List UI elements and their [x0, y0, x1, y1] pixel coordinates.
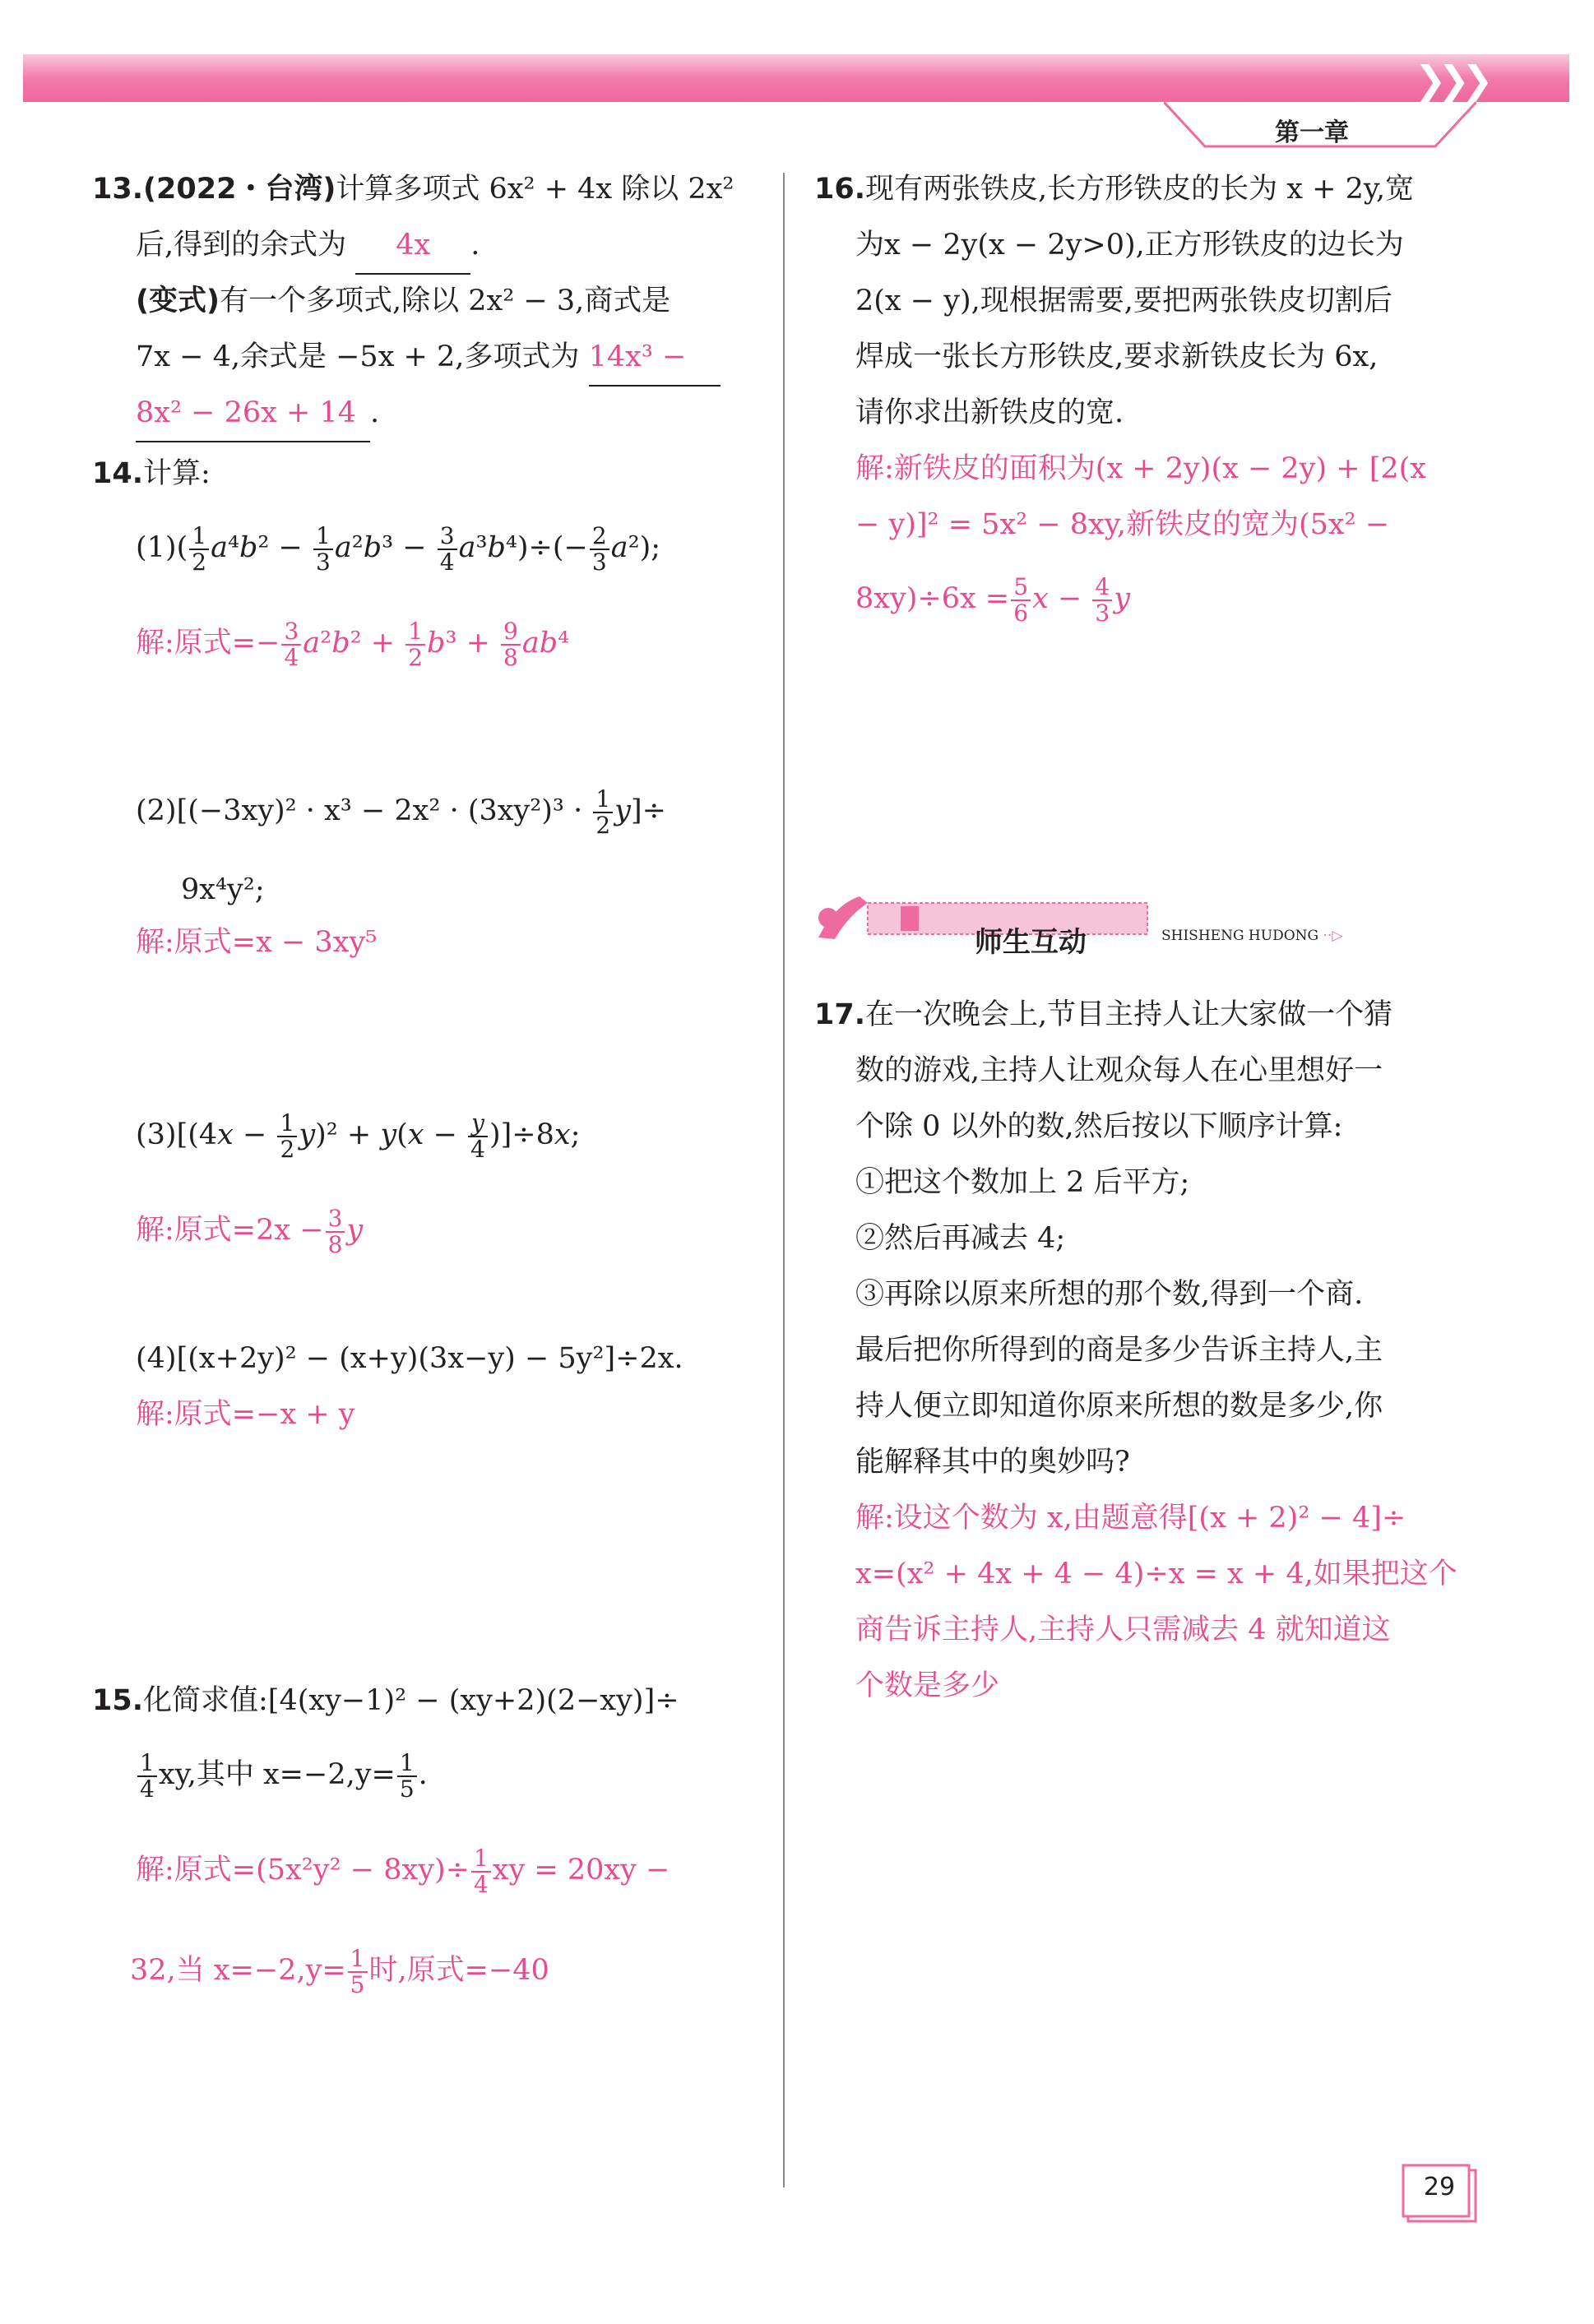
q17-number: 17.	[814, 998, 866, 1031]
q14-2-expression: (2)[(−3xy)² · x³ − 2x² · (3xy²)³ · $\frac{1}{2}$ y]÷	[136, 785, 666, 839]
q13-variant-line2	[136, 329, 721, 387]
q13-text-a: 计算多项式 6x² + 4x 除以 2x²	[336, 173, 734, 206]
fraction: $\frac{1}{5}$	[397, 1751, 417, 1802]
q17-step3: ③再除以原来所想的那个数,得到一个商.	[855, 1278, 1364, 1311]
q14-3-answer: 解:原式=2x − $\frac{3}{8}$ y	[136, 1204, 364, 1258]
q15-answer-line1	[136, 1842, 670, 1898]
q13-variant-answer-1: 14x³ −	[589, 329, 721, 387]
fraction: $\frac{1}{5}$	[348, 1947, 368, 1998]
q14-4-answer: 解:原式=−x + y	[136, 1398, 355, 1431]
q14-2-answer: 解:原式=x − 3xy⁵	[136, 926, 378, 959]
q16-answer-line2: − y)]² = 5x² − 8xy,新铁皮的宽为(5x² −	[855, 508, 1390, 541]
q16-line3: 2(x − y),现根据需要,要把两张铁皮切割后	[855, 285, 1392, 317]
q17-line3: 个除 0 以外的数,然后按以下顺序计算:	[855, 1110, 1343, 1143]
q17-line2: 数的游戏,主持人让观众每人在心里想好一	[855, 1054, 1383, 1087]
q14-2-label: (2)	[136, 794, 177, 827]
q14-1-answer: 解:原式=− $\frac{3}{4}$ a²b² + $\frac{1}{2}$ b³ + $\frac{9}{8}$ ab⁴	[136, 617, 570, 671]
q15-text-b: xy,其中 x=−2,y=	[158, 1758, 396, 1791]
q14-1-answer-prefix: 解:原式=	[136, 627, 257, 660]
q14-2-expr-a: [(−3xy)² · x³ − 2x² · (3xy²)³ ·	[176, 794, 592, 827]
q15-line1	[92, 1673, 679, 1729]
q13-variant-label: (变式)	[136, 285, 220, 317]
q13-source: (2022・台湾)	[143, 173, 336, 206]
q14-1-expression: (1)( $\frac{1}{2}$ a⁴b² − $\frac{1}{3}$ a²b³ − $\frac{3}{4}$ a³b⁴)÷(− $\frac{2}{3}$ a²);	[136, 521, 661, 576]
q14-4-expr: [(x+2y)² − (x+y)(3x−y) − 5y²]÷2x.	[176, 1342, 683, 1375]
q17-line1	[814, 987, 1392, 1043]
q16-line4: 焊成一张长方形铁皮,要求新铁皮长为 6x,	[855, 340, 1379, 373]
fraction: $\frac{1}{4}$	[137, 1751, 157, 1802]
q14-3-answer-prefix: 解:原式=2x −	[136, 1214, 324, 1247]
q14-4-label: (4)	[136, 1342, 177, 1375]
q16-line1	[814, 161, 1414, 217]
q13-variant-line1	[136, 273, 670, 329]
fraction: $\frac{1}{4}$	[471, 1846, 491, 1897]
chapter-label: 第一章	[1275, 118, 1349, 147]
fraction: $\frac{y}{4}$	[468, 1111, 488, 1162]
q15-answer-line2	[130, 1942, 549, 1998]
q14-3-expression: (3)[(4x − $\frac{1}{2}$ y)² + y(x − $\frac{y}{4}$ )]÷8x;	[136, 1109, 581, 1163]
q16-answer-prefix: 8xy)÷6x =	[855, 582, 1010, 615]
q17-answer-line4: 个数是多少	[855, 1669, 1000, 1702]
q13-variant-answer-2: 8x² − 26x + 14	[136, 385, 370, 442]
q13-variant-text-b: 7x − 4,余式是 −5x + 2,多项式为	[136, 340, 580, 373]
q16-answer-line3: 8xy)÷6x = $\frac{5}{6}$ x − $\frac{4}{3}$ y	[855, 572, 1130, 627]
q13-variant-line3: 8x² − 26x + 14 .	[136, 385, 379, 442]
header-band	[23, 54, 1569, 99]
q17-step2: ②然后再减去 4;	[855, 1222, 1066, 1255]
q14-4-expression	[136, 1331, 683, 1387]
q17-line5: 持人便立即知道你原来所想的数是多少,你	[855, 1390, 1383, 1423]
q13-text-b: 后,得到的余式为	[136, 229, 347, 262]
fraction: $\frac{2}{3}$	[590, 524, 609, 575]
q13-answer-blank: 4x	[355, 217, 470, 275]
q17-step1: ①把这个数加上 2 后平方;	[855, 1166, 1190, 1199]
q13-variant-text-a: 有一个多项式,除以 2x² − 3,商式是	[220, 285, 671, 317]
fraction: $\frac{1}{2}$	[277, 1111, 297, 1162]
q14-title-line	[92, 446, 211, 502]
q15-answer-b-suffix: 时,原式=−40	[368, 1954, 549, 1987]
q13-number: 13.	[92, 173, 144, 206]
fraction: $\frac{3}{4}$	[281, 619, 301, 670]
fraction: $\frac{1}{2}$	[405, 619, 425, 670]
q15-number: 15.	[92, 1684, 144, 1717]
q14-1-label: (1)	[136, 531, 177, 564]
fraction: $\frac{3}{4}$	[438, 524, 457, 575]
fraction: $\frac{4}{3}$	[1092, 575, 1112, 626]
q16-number: 16.	[814, 173, 866, 206]
q17-answer-line1: 解:设这个数为 x,由题意得[(x + 2)² − 4]÷	[855, 1502, 1406, 1535]
q16-answer-line1: 解:新铁皮的面积为(x + 2y)(x − 2y) + [2(x	[855, 452, 1427, 485]
q17-line1-text: 在一次晚会上,节目主持人让大家做一个猜	[865, 998, 1393, 1031]
q13-line2: 后,得到的余式为 4x .	[136, 217, 480, 275]
q17-answer-line3: 商告诉主持人,主持人只需减去 4 就知道这	[855, 1613, 1391, 1646]
fraction: $\frac{3}{8}$	[326, 1206, 345, 1257]
fraction: $\frac{1}{2}$	[189, 524, 209, 575]
page-number: 29	[1423, 2173, 1456, 2201]
fraction: $\frac{9}{8}$	[501, 619, 521, 670]
q16-line5: 请你求出新铁皮的宽.	[855, 396, 1124, 429]
q15-line2: $\frac{1}{4}$ xy,其中 x=−2,y= $\frac{1}{5}$ .	[136, 1747, 428, 1803]
q17-line4: 最后把你所得到的商是多少告诉主持人,主	[855, 1334, 1383, 1367]
column-divider	[783, 173, 785, 2187]
section-banner-title: 师生互动	[975, 926, 1087, 959]
q17-line6: 能解释其中的奥妙吗?	[855, 1446, 1130, 1479]
fraction: $\frac{1}{3}$	[313, 524, 333, 575]
q14-3-label: (3)	[136, 1118, 177, 1151]
chevron-arrows-icon: ❯❯❯	[1415, 58, 1485, 102]
q15-answer-a-prefix: 解:原式=(5x²y² − 8xy)÷	[136, 1854, 470, 1887]
section-banner-subtitle: SHISHENG HUDONG ··▷	[1161, 928, 1343, 944]
q13-line1	[92, 161, 734, 217]
q14-number: 14.	[92, 457, 144, 490]
chevron-right-icon: ··▷	[1323, 928, 1343, 944]
q14-title: 计算:	[143, 457, 211, 490]
q15-answer-b-prefix: 32,当 x=−2,y=	[130, 1954, 346, 1987]
fraction: $\frac{5}{6}$	[1011, 575, 1031, 626]
fraction: $\frac{1}{2}$	[593, 787, 613, 838]
q15-text-a: 化简求值:[4(xy−1)² − (xy+2)(2−xy)]÷	[143, 1684, 679, 1717]
q14-2-expr-b: 9x⁴y²;	[181, 873, 265, 906]
q16-line2: 为x − 2y(x − 2y>0),正方形铁皮的边长为	[855, 229, 1404, 262]
q17-answer-line2: x=(x² + 4x + 4 − 4)÷x = x + 4,如果把这个	[855, 1558, 1457, 1590]
q15-answer-a-suffix: xy = 20xy −	[492, 1854, 670, 1887]
q16-line1-text: 现有两张铁皮,长方形铁皮的长为 x + 2y,宽	[865, 173, 1415, 206]
